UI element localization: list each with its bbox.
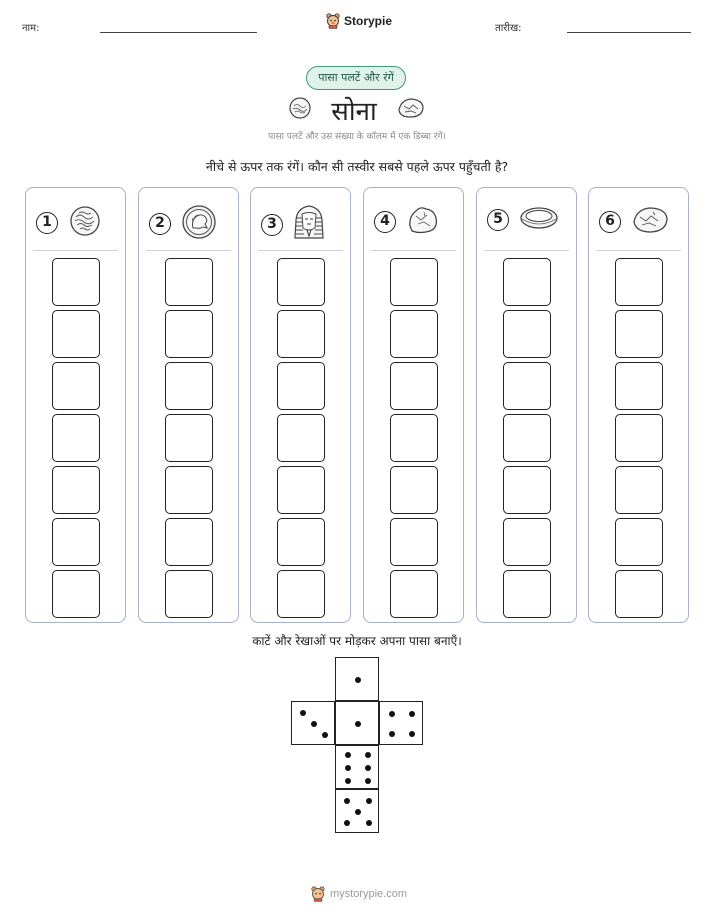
gold-coin-icon <box>181 204 217 244</box>
color-box[interactable] <box>503 258 551 306</box>
color-box[interactable] <box>165 570 213 618</box>
gold-ring-icon <box>519 204 559 236</box>
color-box[interactable] <box>165 466 213 514</box>
game-instruction: नीचे से ऊपर तक रंगें। कौन सी तस्वीर सबसे पहले ऊपर पहुँचती है? <box>205 159 509 174</box>
name-line[interactable] <box>100 32 257 33</box>
color-box[interactable] <box>615 414 663 462</box>
column-header <box>36 204 102 242</box>
column-divider <box>596 250 681 251</box>
page-title: सोना <box>331 97 377 127</box>
color-box[interactable] <box>390 518 438 566</box>
column-number: 4 <box>374 211 396 233</box>
column-number: 1 <box>36 212 58 234</box>
color-box[interactable] <box>390 258 438 306</box>
color-box[interactable] <box>52 518 100 566</box>
color-box[interactable] <box>390 310 438 358</box>
die-pip <box>365 765 371 771</box>
color-box[interactable] <box>277 414 325 462</box>
color-box[interactable] <box>52 362 100 410</box>
page-subtitle: पासा पलटें और उस संख्या के कॉलम में एक डिब्बा रंगें। <box>268 132 446 142</box>
column-header <box>374 204 440 240</box>
color-box[interactable] <box>52 310 100 358</box>
column-4 <box>363 187 464 623</box>
column-2 <box>138 187 239 623</box>
color-box[interactable] <box>615 570 663 618</box>
footer-url[interactable]: mystorypie.com <box>330 888 408 900</box>
color-box[interactable] <box>390 362 438 410</box>
color-box[interactable] <box>52 258 100 306</box>
die-face-1 <box>335 657 379 701</box>
column-number: 2 <box>149 213 171 235</box>
die-pip <box>409 711 415 717</box>
column-divider <box>33 250 118 251</box>
color-box[interactable] <box>390 570 438 618</box>
color-box[interactable] <box>615 518 663 566</box>
color-box[interactable] <box>390 466 438 514</box>
die-pip <box>365 752 371 758</box>
die-pip <box>322 732 328 738</box>
color-box[interactable] <box>277 518 325 566</box>
die-pip <box>345 752 351 758</box>
die-face-3 <box>291 701 335 745</box>
storypie-mascot-icon <box>311 886 325 902</box>
name-label: नाम: <box>22 23 40 34</box>
color-box[interactable] <box>615 310 663 358</box>
color-box[interactable] <box>615 466 663 514</box>
column-divider <box>146 250 231 251</box>
die-pip <box>365 778 371 784</box>
title-row <box>0 92 714 128</box>
column-header <box>487 204 559 236</box>
column-1 <box>25 187 126 623</box>
color-box[interactable] <box>165 414 213 462</box>
die-pip <box>389 731 395 737</box>
die-pip <box>389 711 395 717</box>
color-box[interactable] <box>615 258 663 306</box>
pharaoh-mask-icon <box>293 204 325 246</box>
color-box[interactable] <box>503 362 551 410</box>
die-pip <box>345 765 351 771</box>
color-box[interactable] <box>277 310 325 358</box>
column-header <box>599 204 671 240</box>
color-box[interactable] <box>165 310 213 358</box>
column-header <box>261 204 325 246</box>
column-divider <box>484 250 569 251</box>
die-pip <box>345 778 351 784</box>
game-tag: पासा पलटें और रंगें <box>306 66 406 90</box>
color-box[interactable] <box>165 362 213 410</box>
color-box[interactable] <box>390 414 438 462</box>
column-number: 6 <box>599 211 621 233</box>
die-face-4 <box>379 701 423 745</box>
color-box[interactable] <box>503 466 551 514</box>
gold-ore-icon <box>631 204 671 240</box>
date-label: तारीख: <box>495 23 522 34</box>
column-divider <box>371 250 456 251</box>
color-box[interactable] <box>165 258 213 306</box>
color-box[interactable] <box>52 414 100 462</box>
die-face-1 <box>335 701 379 745</box>
column-5 <box>476 187 577 623</box>
gold-nugget-icon <box>288 96 312 124</box>
gold-nugget-icon <box>68 204 102 242</box>
color-box[interactable] <box>52 466 100 514</box>
die-pip <box>344 798 350 804</box>
die-pip <box>344 820 350 826</box>
die-pip <box>355 721 361 727</box>
color-box[interactable] <box>615 362 663 410</box>
color-box[interactable] <box>503 310 551 358</box>
column-divider <box>258 250 343 251</box>
gold-rock-icon <box>406 204 440 240</box>
brand-logo <box>326 13 392 29</box>
column-6 <box>588 187 689 623</box>
column-3 <box>250 187 351 623</box>
die-instruction: काटें और रेखाओं पर मोड़कर अपना पासा बनाएँ। <box>252 634 462 648</box>
die-pip <box>366 820 372 826</box>
color-box[interactable] <box>503 570 551 618</box>
color-box[interactable] <box>277 570 325 618</box>
storypie-mascot-icon <box>326 13 340 29</box>
color-box[interactable] <box>277 466 325 514</box>
color-box[interactable] <box>52 570 100 618</box>
color-box[interactable] <box>277 362 325 410</box>
gold-ore-icon <box>396 96 426 124</box>
color-box[interactable] <box>503 518 551 566</box>
footer <box>311 886 407 902</box>
column-number: 5 <box>487 209 509 231</box>
color-box[interactable] <box>503 414 551 462</box>
column-number: 3 <box>261 214 283 236</box>
die-face-5 <box>335 789 379 833</box>
die-pip <box>355 809 361 815</box>
date-line[interactable] <box>567 32 691 33</box>
column-header <box>149 204 217 244</box>
die-pip <box>300 710 306 716</box>
die-pip <box>409 731 415 737</box>
die-face-6 <box>335 745 379 789</box>
brand-name: Storypie <box>344 14 393 28</box>
color-box[interactable] <box>277 258 325 306</box>
die-pip <box>355 677 361 683</box>
color-box[interactable] <box>165 518 213 566</box>
die-pip <box>311 721 317 727</box>
die-pip <box>366 798 372 804</box>
